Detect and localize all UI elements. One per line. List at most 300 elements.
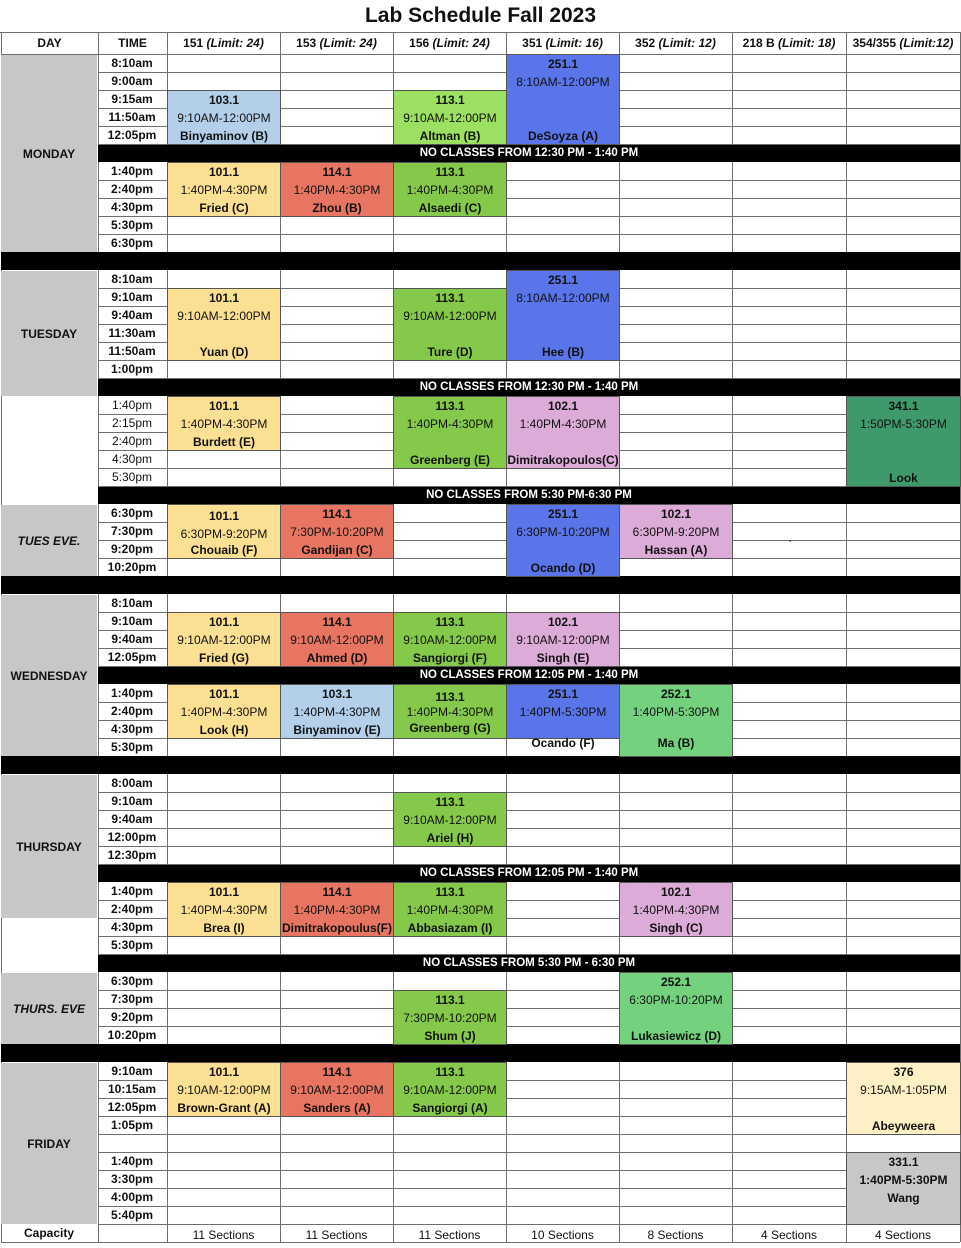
course-block [393,792,507,847]
course-block [506,54,620,145]
instructor-name: Ocando (D) [530,561,596,575]
room-limit: (Limit: 12) [658,36,716,50]
time-cell [98,774,166,792]
course-block [167,684,281,739]
grid-line [98,234,960,235]
course-time: 6:30PM-9:20PM [632,525,720,539]
page-title: Lab Schedule Fall 2023 [0,0,961,33]
course-block [619,972,733,1045]
time-cell [98,288,166,306]
stray-mark [788,538,792,552]
grid-line [98,1134,960,1135]
grid-line [98,1188,960,1189]
instructor-name: Fried (G) [199,651,249,665]
day-cell-thurs_eve [1,973,97,1044]
time-label: 1:40pm [110,1154,154,1168]
capacity-cell [846,1224,960,1242]
instructor-name: Yuan (D) [199,345,249,359]
time-label: 2:40pm [111,434,153,448]
no-classes-text: NO CLASSES FROM 12:30 PM - 1:40 PM [419,381,639,393]
course-block [167,162,281,217]
time-label: 8:00am [111,776,153,790]
room-header [732,32,846,54]
room-header [846,32,960,54]
time-label: 4:30pm [110,920,154,934]
room-limit: (Limit: 24) [432,36,490,50]
instructor-name: Abeyweera [871,1119,936,1133]
course-time: 1:40PM-5:30PM [632,705,720,719]
time-label: 5:30pm [110,938,154,952]
instructor-name: Ariel (H) [426,831,474,845]
grid-line [98,792,960,793]
time-cell [98,918,166,936]
time-label: 5:40pm [110,1208,154,1222]
day-label: MONDAY [22,146,76,161]
time-cell [98,1026,166,1044]
time-label: 10:20pm [107,560,157,574]
time-label: 4:30pm [111,452,153,466]
course-time: 9:10AM-12:00PM [403,633,497,647]
course-time: 1:40PM-4:30PM [293,705,381,719]
time-cell [98,342,166,360]
time-cell [98,882,166,900]
course-number: 113.1 [435,615,465,629]
time-label: 11:50am [108,110,156,124]
time-label: 1:40pm [111,398,153,412]
course-number: 113.1 [435,399,465,413]
capacity-cell [393,1224,506,1242]
time-cell [98,720,166,738]
room-number: 354/355 [852,36,897,50]
room-limit: (Limit: 24) [206,36,264,50]
room-header [506,32,619,54]
no-classes-bar [98,487,960,504]
time-cell [98,414,166,432]
capacity-value: 11 Sections [418,1228,481,1242]
instructor-name: DeSoyza (A) [527,129,598,143]
time-cell [98,108,166,126]
time-cell [98,90,166,108]
course-time: 9:10AM-12:00PM [290,633,384,647]
time-cell [98,180,166,198]
time-label: 4:30pm [110,722,154,736]
course-number: 101.1 [208,399,240,413]
course-number: 102.1 [660,507,692,521]
capacity-cell [167,1224,280,1242]
room-number: 351 [522,36,543,50]
time-label: 1:00pm [110,362,154,376]
course-block [619,882,733,937]
time-cell [98,468,166,486]
course-time: 9:15AM-1:05PM [860,1083,947,1097]
time-label: 3:30pm [110,1172,154,1186]
time-cell [98,1008,166,1026]
course-number: 252.1 [660,975,692,989]
course-block [506,684,620,750]
course-time: 1:40PM-5:30PM [859,1173,948,1187]
course-time: 9:10AM-12:00PM [290,1083,384,1097]
time-label: 9:00am [111,74,153,88]
course-block [846,1152,961,1225]
time-label: 7:30pm [110,524,154,538]
time-label: 1:40pm [110,164,154,178]
instructor-name: Zhou (B) [312,201,362,215]
time-label: 4:00pm [110,1190,154,1204]
room-header [619,32,732,54]
instructor-name: Singh (E) [536,651,590,665]
instructor-name: Ture (D) [427,345,473,359]
time-label: 9:10am [111,614,153,628]
course-number: 113.1 [435,885,465,899]
time-label: 2:40pm [110,902,154,916]
time-label: 8:10am [111,56,153,70]
capacity-value: 10 Sections [531,1228,594,1242]
time-label: 9:10am [111,794,153,808]
day-cell-monday [1,55,97,252]
time-cell [98,522,166,540]
capacity-cell [506,1224,619,1242]
course-number: 114.1 [322,1065,352,1079]
instructor-name: Brea (I) [203,921,245,935]
grid-line [98,828,960,829]
course-number: 102.1 [660,885,692,899]
no-classes-bar [98,667,960,684]
room-number: 153 [296,36,317,50]
course-block [393,1062,507,1117]
instructor-name: Chouaib (F) [190,543,258,557]
course-block [167,612,281,667]
day-header-label: DAY [37,36,62,50]
course-number: 251.1 [547,273,579,287]
no-classes-bar [98,955,960,972]
course-time: 9:10AM-12:00PM [177,309,271,323]
instructor-name: Ma (B) [657,735,695,750]
time-cell [98,270,166,288]
course-number: 101.1 [208,885,240,899]
room-limit: (Limit: 18) [778,36,836,50]
time-label: 9:15am [111,92,153,106]
course-time: 8:10AM-12:00PM [516,291,610,305]
course-number: 101.1 [208,687,240,701]
time-label: 9:20pm [110,1010,154,1024]
course-time: 8:10AM-12:00PM [516,75,610,89]
time-cell [98,198,166,216]
course-number: 103.1 [208,93,240,107]
stray-mark-text: ` [788,538,792,552]
time-label: 6:30pm [110,506,154,520]
time-label: 12:05pm [107,1100,157,1114]
time-cell [98,540,166,558]
time-label: 1:40pm [110,884,154,898]
time-label: 11:50am [108,344,156,358]
course-time: 6:30PM-10:20PM [516,525,610,539]
no-classes-text: NO CLASSES FROM 5:30 PM - 6:30 PM [422,957,636,969]
course-number: 101.1 [208,1065,240,1079]
time-cell [98,738,166,756]
time-label: 10:15am [107,1082,157,1096]
course-block [167,90,281,145]
time-label: 6:30pm [110,974,154,988]
course-time: 9:10AM-12:00PM [403,111,497,125]
time-label: 8:10am [111,596,153,610]
no-classes-text: NO CLASSES FROM 12:05 PM - 1:40 PM [419,867,639,879]
course-block [506,396,620,469]
course-block [506,504,620,577]
time-label: 9:40am [111,812,153,826]
course-number: 251.1 [547,687,579,701]
course-time: 1:40PM-4:30PM [180,903,268,917]
time-label: 1:40pm [110,686,154,700]
course-time: 1:40PM-4:30PM [180,417,268,431]
instructor-name: Hee (B) [541,345,584,359]
capacity-value: 4 Sections [760,1228,818,1242]
day-separator [1,1044,960,1062]
time-label: 12:05pm [107,650,157,664]
instructor-name: Binyaminov (B) [179,129,268,143]
time-cell [98,846,166,864]
instructor-name: Look [889,471,918,485]
course-number: 101.1 [208,508,240,523]
time-label: 6:30pm [110,236,154,250]
room-number: 352 [635,36,656,50]
room-number: 151 [183,36,204,50]
time-cell [98,810,166,828]
time-cell [98,612,166,630]
day-separator [1,252,960,270]
time-cell [98,306,166,324]
time-cell [98,396,166,414]
course-time: 9:10AM-12:00PM [403,813,497,827]
course-number: 113.1 [435,993,465,1007]
room-header [393,32,506,54]
instructor-name: Greenberg (E) [409,453,490,467]
course-time: 1:40PM-5:30PM [519,705,607,719]
time-cell [98,702,166,720]
capacity-value: 11 Sections [305,1228,368,1242]
time-label: 11:30am [108,326,156,340]
time-cell [98,990,166,1008]
time-cell [98,504,166,522]
day-label: TUESDAY [20,326,78,341]
course-block [846,1062,961,1135]
course-block [167,396,281,451]
time-cell [98,792,166,810]
time-label: 5:30pm [111,470,153,484]
time-label: 4:30pm [110,200,154,214]
time-label: 12:30pm [107,848,157,862]
room-header [167,32,280,54]
grid-line [98,1206,960,1207]
time-cell [98,900,166,918]
capacity-label-text: Capacity [23,1226,75,1240]
course-time: 1:40PM-4:30PM [180,183,268,197]
instructor-name: Binyaminov (E) [293,723,381,737]
time-cell [98,684,166,702]
course-block [393,684,507,739]
time-cell [98,360,166,378]
instructor-name: Dimitrakopoulos(C) [507,453,619,467]
time-cell [98,126,166,144]
time-cell [98,828,166,846]
day-header [1,32,98,54]
grid-line [98,1026,960,1027]
time-cell [98,594,166,612]
course-time: 9:10AM-12:00PM [177,111,271,125]
course-block [280,684,394,739]
room-limit: (Limit: 16) [545,36,603,50]
time-label: 9:40am [111,632,153,646]
course-block [619,684,733,757]
capacity-label [1,1224,97,1242]
day-cell-tuesday [1,271,97,396]
course-time: 9:10AM-12:00PM [177,1083,271,1097]
course-block [167,882,281,937]
day-separator [1,576,960,594]
course-number: 103.1 [321,687,353,701]
course-number: 113.1 [435,165,465,179]
course-number: 101.1 [208,615,240,629]
no-classes-text: NO CLASSES FROM 12:05 PM - 1:40 PM [419,669,639,681]
instructor-name: Hassan (A) [644,543,708,557]
time-label: 10:20pm [107,1028,157,1042]
course-number: 114.1 [322,615,352,629]
time-cell [98,54,166,72]
room-number: 218 B [742,36,775,50]
day-cell-wednesday [1,595,97,756]
course-number: 331.1 [888,1155,919,1169]
no-classes-text: NO CLASSES FROM 12:30 PM - 1:40 PM [419,147,639,159]
course-block [846,396,961,487]
course-number: 114.1 [322,165,352,179]
time-cell [98,1152,166,1170]
course-time: 1:40PM-4:30PM [406,417,494,431]
time-cell [98,648,166,666]
capacity-value: 11 Sections [192,1228,255,1242]
grid-line [98,1170,960,1171]
time-cell [98,72,166,90]
day-separator [1,756,960,774]
instructor-name: Lukasiewicz (D) [630,1029,722,1043]
day-label: FRIDAY [27,1136,71,1151]
course-number: 114.1 [322,885,352,899]
capacity-cell [280,1224,393,1242]
day-label: THURSDAY [16,839,82,854]
course-number: 113.1 [435,689,465,704]
course-block [619,504,733,559]
course-time: 7:30PM-10:20PM [403,1011,497,1025]
course-number: 341.1 [888,399,919,413]
time-label: 5:30pm [110,218,154,232]
time-label: 1:05pm [110,1118,154,1132]
day-cell-tues_eve [1,505,97,576]
course-number: 252.1 [660,687,692,701]
time-label: 9:20pm [110,542,154,556]
time-cell [98,1062,166,1080]
course-block [506,612,620,667]
course-number: 102.1 [547,615,579,629]
course-number: 251.1 [547,57,579,71]
day-cell-friday [1,1063,97,1224]
time-cell [98,1116,166,1134]
course-number: 251.1 [547,507,579,521]
course-time: 9:10AM-12:00PM [516,633,610,647]
course-block [280,1062,394,1117]
grid-line [98,810,960,811]
time-label: 12:05pm [107,128,157,142]
course-block [393,90,507,145]
time-cell [98,1206,166,1224]
course-time: 9:10AM-12:00PM [177,633,271,647]
course-block [280,612,394,667]
instructor-name: Alsaedi (C) [418,201,482,215]
course-time: 1:40PM-4:30PM [406,183,494,197]
course-number: 113.1 [435,291,465,305]
time-cell [98,450,166,468]
time-cell [98,1080,166,1098]
course-block [167,504,281,559]
course-time: 7:30PM-10:20PM [290,525,384,539]
no-classes-bar [98,865,960,882]
time-cell [98,1134,166,1152]
instructor-name: Ocando (F) [531,735,595,750]
course-time: 6:30PM-9:20PM [180,526,268,541]
time-cell [98,972,166,990]
time-label: 5:30pm [110,740,154,754]
course-number: 114.1 [322,507,352,521]
time-label: 2:15pm [111,416,153,430]
instructor-name: Sanders (A) [303,1101,371,1115]
course-number: 376 [893,1065,914,1079]
capacity-value: 8 Sections [647,1228,704,1242]
course-number: 101.1 [208,291,240,305]
time-cell [98,432,166,450]
course-time: 1:40PM-4:30PM [406,705,494,719]
instructor-name: Fried (C) [199,201,249,215]
course-number: 113.1 [435,93,465,107]
course-time: 9:10AM-12:00PM [403,309,497,323]
instructor-name: Altman (B) [419,129,481,143]
capacity-cell [619,1224,732,1242]
course-time: 1:40PM-4:30PM [293,903,381,917]
course-time: 9:10AM-12:00PM [403,1083,497,1097]
course-time: 1:40PM-4:30PM [519,417,607,431]
instructor-name: Singh (C) [649,921,703,935]
course-time: 1:40PM-4:30PM [293,183,381,197]
time-header [98,32,167,54]
grid-line [98,1152,960,1153]
instructor-name: Sangiorgi (A) [412,1101,488,1115]
day-label: TUES EVE. [17,533,81,548]
time-header-label: TIME [118,36,147,50]
day-label: WEDNESDAY [10,668,88,683]
time-cell [98,936,166,954]
grid-line [1,1242,960,1243]
capacity-cell [732,1224,846,1242]
course-time: 1:40PM-4:30PM [406,903,494,917]
course-block [393,288,507,361]
course-block [393,990,507,1045]
instructor-name: Burdett (E) [193,435,255,449]
capacity-value: 4 Sections [874,1228,932,1242]
time-label: 12:00pm [107,830,157,844]
time-cell [98,234,166,252]
instructor-name: Shum (J) [424,1029,476,1043]
time-label: 9:10am [111,290,153,304]
course-time: 1:50PM-5:30PM [860,417,947,431]
time-cell [98,162,166,180]
grid-line [98,990,960,991]
instructor-name: Wang [887,1191,920,1205]
